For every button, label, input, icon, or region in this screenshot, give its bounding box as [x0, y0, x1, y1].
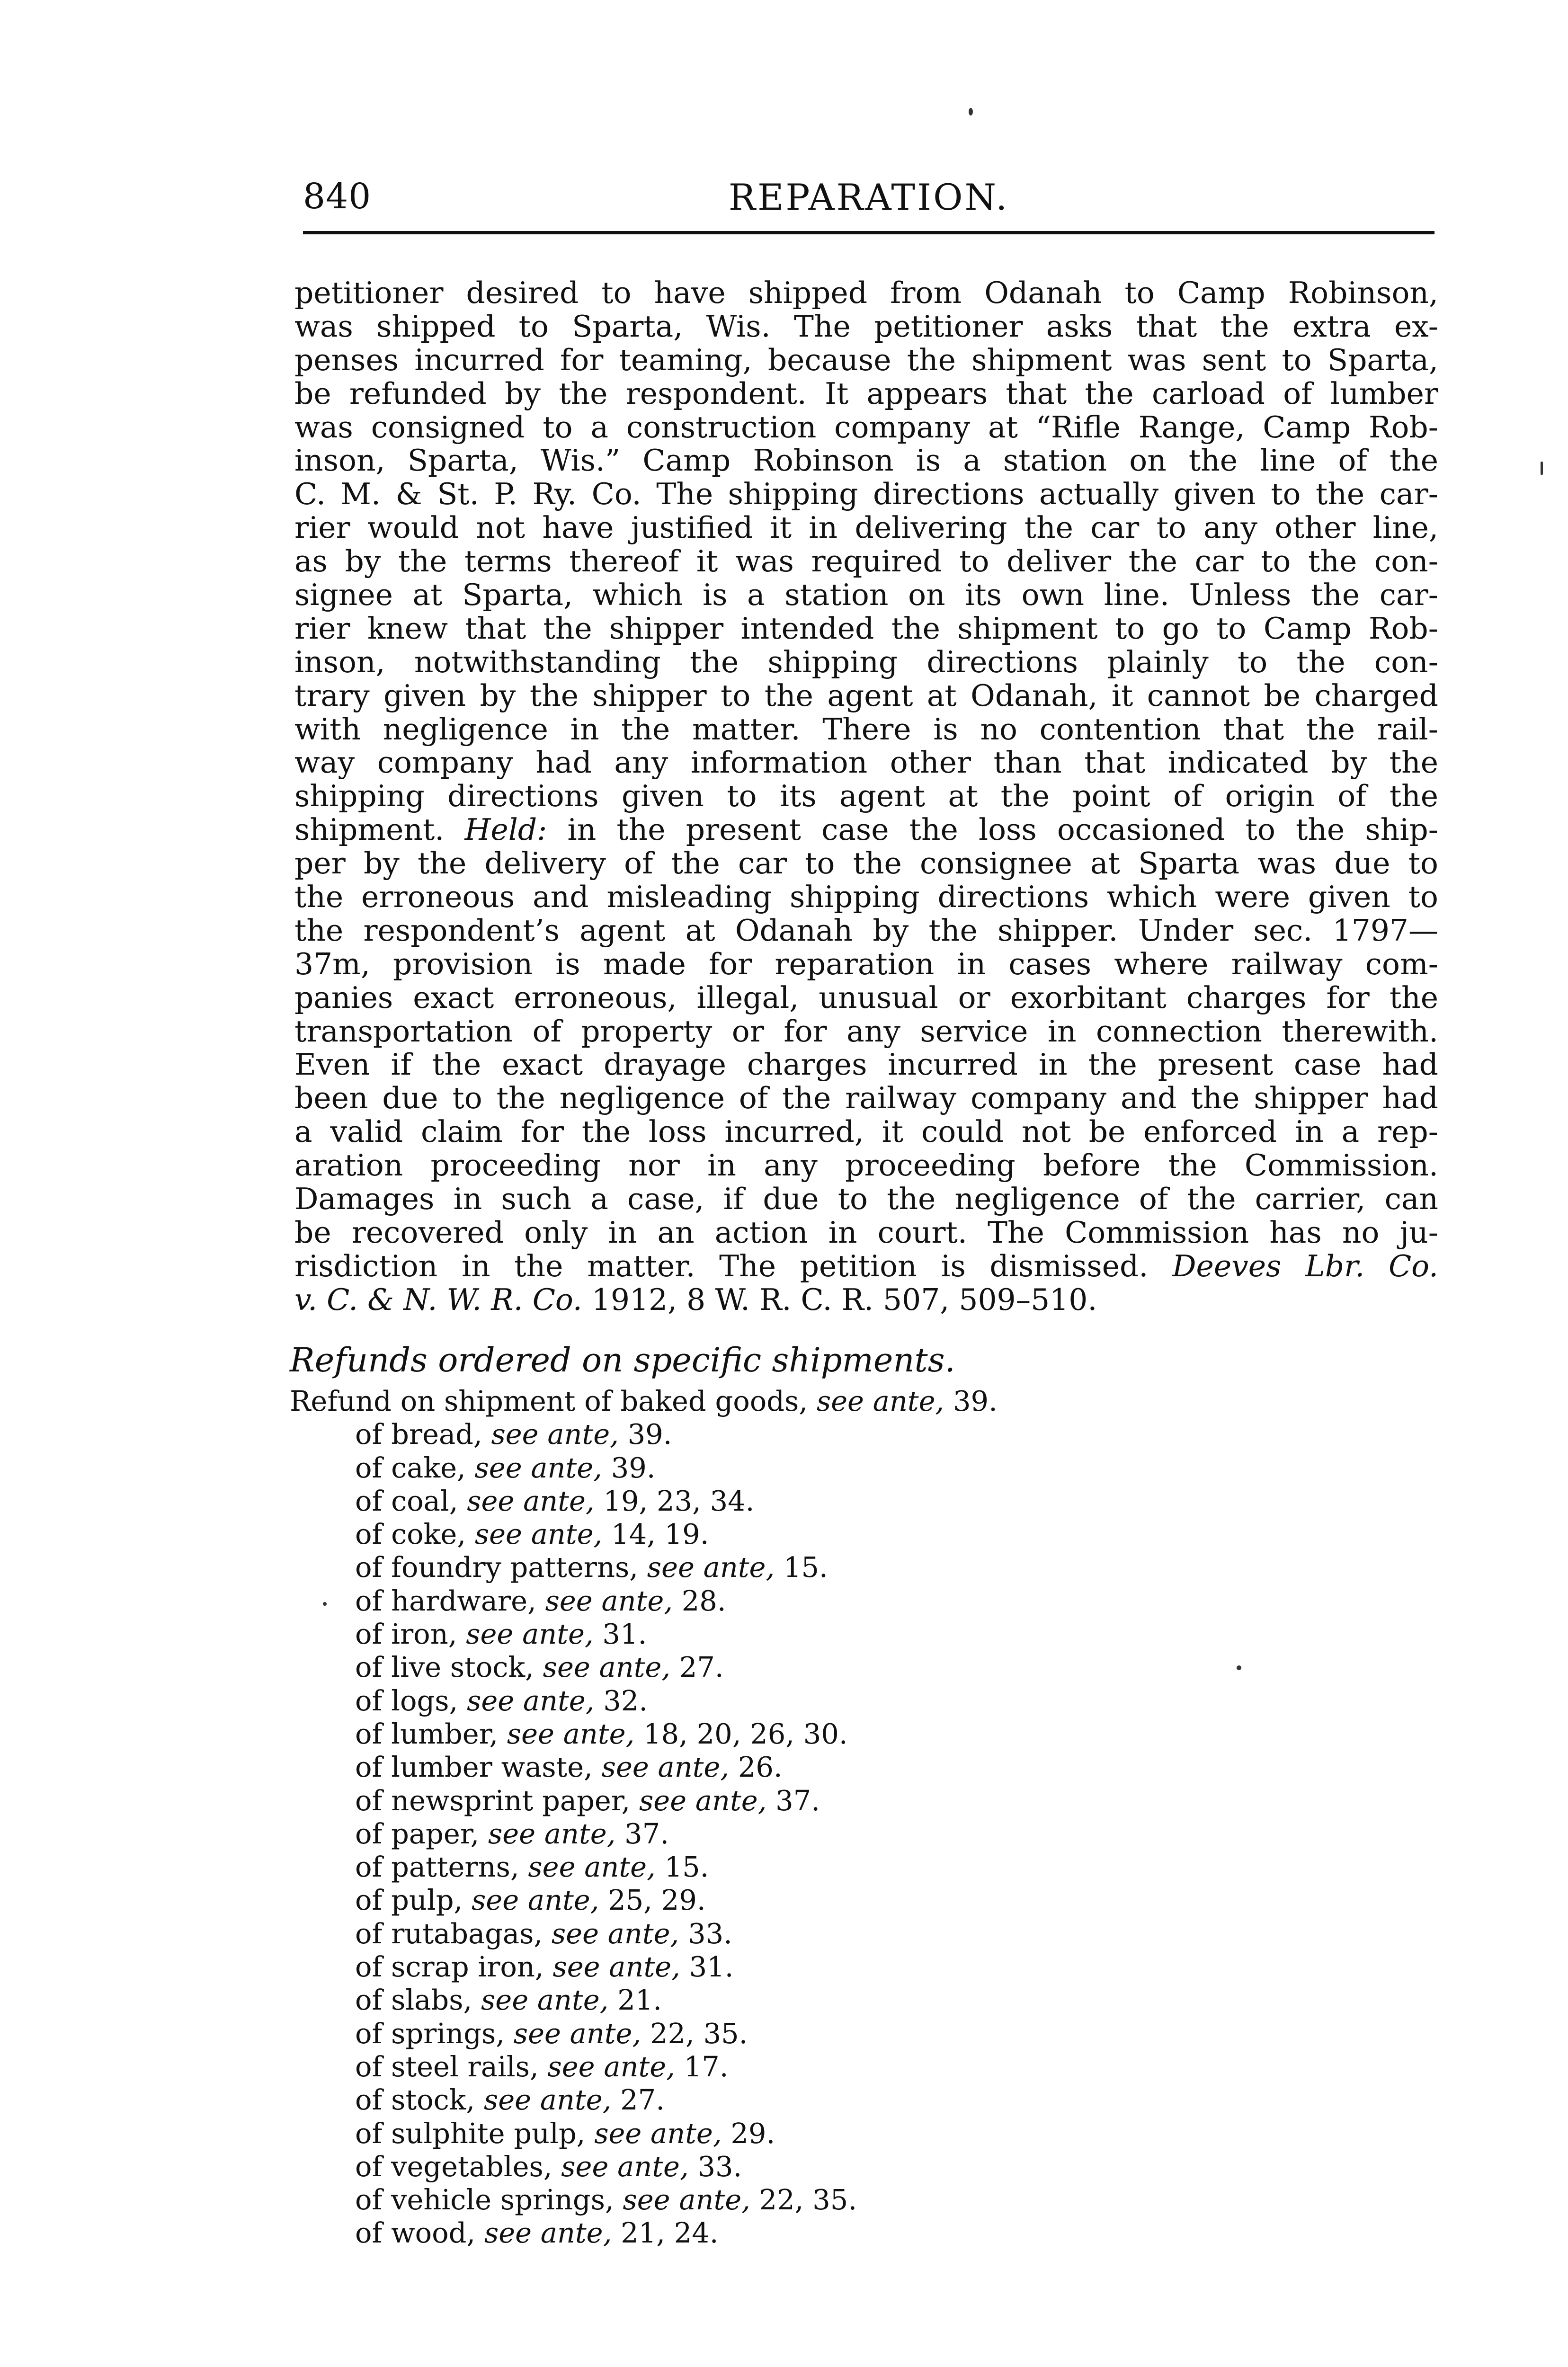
index-entry: [290, 2216, 998, 2250]
body-line: panies exact erroneous, illegal, unusual or exorbitant charges for the: [294, 980, 1438, 1015]
body-line: the erroneous and misleading shipping directions which were given to: [294, 880, 1438, 915]
body-line: C. M. & St. P. Ry. Co. The shipping directions actually given to the car-: [294, 477, 1438, 512]
index-entry-refs: 29.: [731, 2117, 775, 2150]
body-line-citation-end: [294, 1283, 1438, 1317]
index-entry: [290, 1551, 998, 1584]
index-entry: [290, 1984, 998, 2017]
index-entry-subject: of lumber waste,: [355, 1751, 602, 1784]
index-entry-refs: 15.: [664, 1851, 709, 1884]
index-entry-refs: 39.: [953, 1385, 998, 1417]
index-entry-subject: of hardware,: [355, 1584, 545, 1617]
index-see-ante: see ante,: [552, 1950, 689, 1984]
body-line: petitioner desired to have shipped from Odanah to Camp Robinson,: [294, 276, 1438, 310]
citation-case-name: Deeves Lbr. Co.: [1172, 1248, 1438, 1283]
index-see-ante: see ante,: [623, 2183, 759, 2216]
speck-mark: [1541, 462, 1543, 475]
index-entry-refs: 22, 35.: [759, 2183, 857, 2216]
index-entry-subject: of vegetables,: [355, 2150, 561, 2183]
body-line: was consigned to a construction company at “Rifle Range, Camp Rob-: [294, 409, 1438, 445]
index-see-ante: see ante,: [561, 2150, 698, 2183]
body-line: be refunded by the respondent. It appears that the carload of lumber: [294, 376, 1438, 411]
index-entry: [290, 2017, 998, 2050]
body-line-text: in the present case the loss occasioned to the ship-: [547, 812, 1438, 847]
index-see-ante: see ante,: [474, 1451, 611, 1484]
index-see-ante: see ante,: [467, 1684, 604, 1717]
refund-index-list: [290, 1385, 998, 2250]
index-entry-refs: 31.: [602, 1618, 647, 1651]
body-line: the respondent’s agent at Odanah by the shipper. Under sec. 1797—: [294, 913, 1438, 948]
index-entry: [290, 1451, 998, 1485]
index-see-ante: see ante,: [639, 1784, 776, 1817]
body-line: with negligence in the matter. There is no contention that the rail-: [294, 712, 1438, 747]
index-entry-subject: of steel rails,: [355, 2050, 548, 2083]
index-entry: [290, 1851, 998, 1884]
body-line-text: risdiction in the matter. The petition is dismissed.: [294, 1248, 1149, 1283]
index-see-ante: see ante,: [474, 1518, 612, 1551]
citation-case-name: v. C. & N. W. R. Co.: [294, 1282, 582, 1317]
body-line: shipping directions given to its agent at the point of origin of the: [294, 779, 1438, 814]
index-entry-subject: of wood,: [355, 2216, 484, 2250]
index-see-ante: see ante,: [488, 1817, 625, 1850]
index-entry: [290, 1684, 998, 1717]
body-line: Damages in such a case, if due to the negligence of the carrier, can: [294, 1182, 1438, 1217]
body-line: was shipped to Sparta, Wis. The petitioner asks that the extra ex-: [294, 309, 1438, 344]
index-entry: [290, 1418, 998, 1451]
index-entry-refs: 15.: [783, 1551, 828, 1584]
index-entry-subject: of coke,: [355, 1518, 475, 1551]
body-line-citation: [294, 1250, 1438, 1283]
body-line: penses incurred for teaming, because the shipment was sent to Sparta,: [294, 342, 1438, 377]
body-line: way company had any information other than that indicated by the: [294, 745, 1438, 780]
body-line: trary given by the shipper to the agent at Odanah, it cannot be charged: [294, 678, 1438, 713]
index-entry-refs: 28.: [681, 1584, 726, 1617]
index-entry: [290, 2183, 998, 2216]
running-title: REPARATION.: [728, 176, 1009, 218]
index-entry-subject: of newsprint paper,: [355, 1784, 639, 1817]
index-see-ante: see ante,: [545, 1584, 682, 1617]
index-entry: [290, 1518, 998, 1551]
index-entry-refs: 26.: [738, 1751, 783, 1784]
body-line: per by the delivery of the car to the consignee at Sparta was due to: [294, 846, 1438, 881]
index-entry-subject: of sulphite pulp,: [355, 2117, 595, 2150]
index-entry-subject: of foundry patterns,: [355, 1551, 647, 1584]
index-entry: [290, 1884, 998, 1917]
index-see-ante: see ante,: [647, 1551, 784, 1584]
index-entry-refs: 27.: [679, 1651, 724, 1684]
index-entry-refs: 39.: [627, 1418, 672, 1451]
index-see-ante: see ante,: [601, 1751, 738, 1784]
index-see-ante: see ante,: [467, 1484, 604, 1517]
index-entry-refs: 14, 19.: [611, 1518, 709, 1551]
page-header: [303, 176, 1434, 228]
index-entry-subject: of cake,: [355, 1451, 475, 1484]
body-line-held: [294, 813, 1438, 847]
index-entry-refs: 21.: [617, 1984, 662, 2017]
index-entry-refs: 19, 23, 34.: [603, 1484, 755, 1517]
index-entry-refs: 17.: [684, 2050, 729, 2083]
body-line: signee at Sparta, which is a station on its own line. Unless the car-: [294, 578, 1438, 613]
index-see-ante: see ante,: [547, 2050, 684, 2083]
index-entry: [290, 1751, 998, 1784]
index-entry-subject: of vehicle springs,: [355, 2183, 623, 2216]
index-see-ante: see ante,: [491, 1418, 628, 1451]
index-see-ante: see ante,: [513, 2017, 650, 2050]
body-line: inson, Sparta, Wis.” Camp Robinson is a station on the line of the: [294, 443, 1438, 478]
index-entry: [290, 2083, 998, 2117]
index-entry-subject: of scrap iron,: [355, 1950, 553, 1984]
citation-reference: 1912, 8 W. R. C. R. 507, 509–510.: [582, 1282, 1097, 1317]
body-line: Even if the exact drayage charges incurred in the present case had: [294, 1047, 1438, 1082]
index-see-ante: see ante,: [551, 1917, 688, 1950]
index-entry-subject: of logs,: [355, 1684, 467, 1717]
index-entry-refs: 33.: [697, 2150, 742, 2183]
index-entry: [290, 1950, 998, 1984]
body-line: transportation of property or for any service in connection therewith.: [294, 1014, 1438, 1049]
body-paragraph: [294, 276, 1438, 1317]
index-see-ante: see ante,: [816, 1385, 953, 1417]
body-line: as by the terms thereof it was required to deliver the car to the con-: [294, 544, 1438, 579]
body-line: a valid claim for the loss incurred, it could not be enforced in a rep-: [294, 1114, 1438, 1149]
body-line: 37m, provision is made for reparation in cases where railway com-: [294, 946, 1438, 981]
header-rule: [303, 231, 1434, 234]
index-entry-refs: 39.: [611, 1451, 656, 1484]
index-entry-subject: of slabs,: [355, 1984, 481, 2017]
index-see-ante: see ante,: [484, 2216, 621, 2250]
index-entry-refs: 25, 29.: [608, 1884, 706, 1917]
index-entry-subject: of bread,: [355, 1418, 491, 1451]
body-line: rier would not have justified it in delivering the car to any other line,: [294, 510, 1438, 545]
index-entry-subject: of live stock,: [355, 1651, 543, 1684]
body-line-text: shipment.: [294, 812, 465, 847]
index-entry-refs: 37.: [775, 1784, 820, 1817]
speck-mark: [1237, 1665, 1241, 1670]
index-entry-subject: of patterns,: [355, 1851, 528, 1884]
index-entry: [290, 1584, 998, 1618]
held-label: Held:: [464, 812, 547, 847]
index-entry-refs: 21, 24.: [621, 2216, 719, 2250]
body-line: be recovered only in an action in court. The Commission has no ju-: [294, 1215, 1438, 1250]
index-entry-refs: 22, 35.: [650, 2017, 748, 2050]
index-see-ante: see ante,: [528, 1851, 665, 1884]
index-entry: [290, 1651, 998, 1684]
index-entry-refs: 18, 20, 26, 30.: [643, 1717, 848, 1750]
index-entry-subject: of iron,: [355, 1618, 466, 1651]
index-entry-subject: of paper,: [355, 1817, 488, 1850]
index-see-ante: see ante,: [507, 1717, 644, 1750]
index-entry-subject: of rutabagas,: [355, 1917, 552, 1950]
index-entry-refs: 33.: [688, 1917, 732, 1950]
index-see-ante: see ante,: [472, 1884, 608, 1917]
body-line: rier knew that the shipper intended the shipment to go to Camp Rob-: [294, 611, 1438, 646]
body-line: aration proceeding nor in any proceeding before the Commission.: [294, 1148, 1438, 1183]
index-entry: [290, 1917, 998, 1950]
index-see-ante: see ante,: [466, 1618, 603, 1651]
index-see-ante: see ante,: [543, 1651, 679, 1684]
body-line: inson, notwithstanding the shipping directions plainly to the con-: [294, 644, 1438, 679]
index-entry-refs: 32.: [603, 1684, 648, 1717]
speck-mark: [969, 108, 973, 116]
index-entry: [290, 1817, 998, 1851]
index-entry-refs: 31.: [689, 1950, 734, 1984]
index-see-ante: see ante,: [483, 2083, 621, 2117]
index-entry-refs: 27.: [620, 2083, 665, 2117]
index-entry: [290, 1485, 998, 1518]
index-entry-subject: of lumber,: [355, 1717, 507, 1750]
index-entry-refs: 37.: [624, 1817, 669, 1850]
index-entry-subject: of springs,: [355, 2017, 514, 2050]
index-entry-subject: of coal,: [355, 1484, 467, 1517]
body-line: been due to the negligence of the railway company and the shipper had: [294, 1081, 1438, 1116]
page-number: 840: [303, 176, 372, 217]
index-entry: [290, 2050, 998, 2083]
index-entry: [290, 1717, 998, 1751]
index-entry: [290, 1784, 998, 1817]
index-see-ante: see ante,: [481, 1984, 618, 2017]
index-entry-subject: of stock,: [355, 2083, 484, 2117]
index-entry: [290, 1385, 998, 1418]
index-entry-subject: of pulp,: [355, 1884, 472, 1917]
index-entry: [290, 2117, 998, 2150]
index-entry: [290, 1618, 998, 1651]
index-entry: [290, 2150, 998, 2183]
index-entry-subject: Refund on shipment of baked goods,: [290, 1385, 817, 1417]
section-heading: Refunds ordered on specific shipments.: [290, 1341, 955, 1379]
index-see-ante: see ante,: [594, 2117, 731, 2150]
